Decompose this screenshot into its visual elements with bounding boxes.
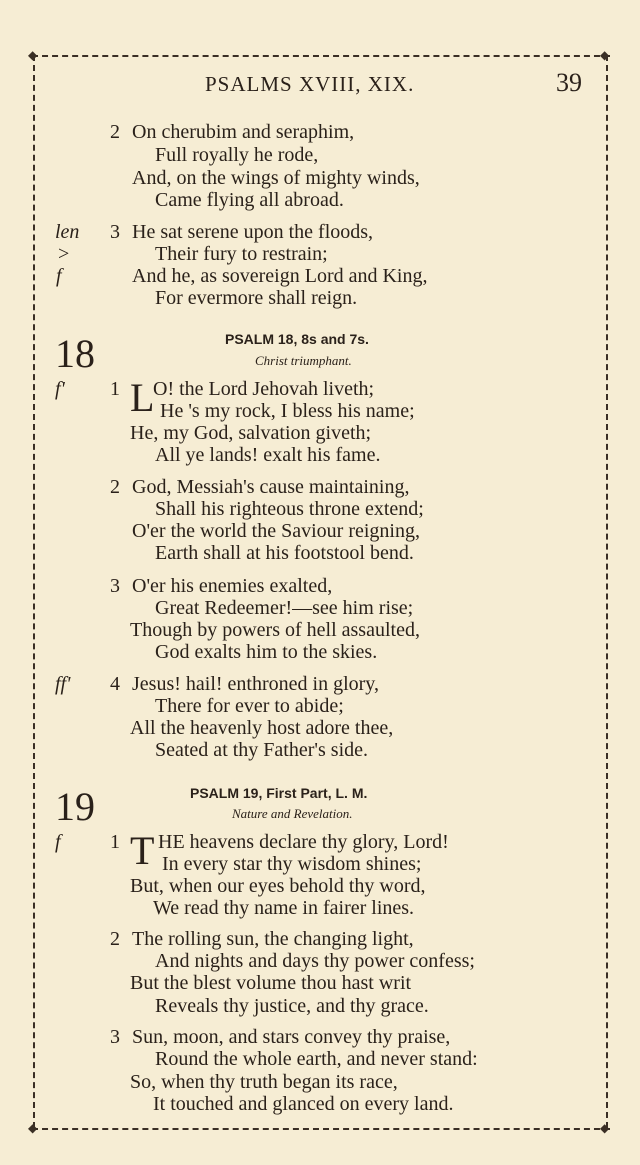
dynamics-mark: > [58, 243, 70, 265]
hymn-line: There for ever to abide; [155, 695, 344, 717]
hymn-line: And, on the wings of mighty winds, [132, 167, 420, 189]
hymn-line: The rolling sun, the changing light, [132, 928, 414, 950]
hymn-line: He, my God, salvation giveth; [130, 422, 372, 444]
stanza-number: 3 [110, 221, 120, 243]
drop-cap: L [130, 375, 155, 420]
hymn-line: All ye lands! exalt his fame. [155, 444, 381, 466]
frame-corner-ornament: ◆ [600, 1121, 610, 1135]
page-number: 39 [556, 68, 582, 97]
hymn-line: And he, as sovereign Lord and King, [132, 265, 428, 287]
hymn-line: For evermore shall reign. [155, 287, 358, 309]
dynamics-mark: f' [55, 378, 65, 400]
hymn-line: Round the whole earth, and never stand: [155, 1048, 478, 1070]
frame-top-border [32, 55, 610, 57]
hymn-line: Earth shall at his footstool bend. [155, 542, 414, 564]
hymn-line: So, when thy truth began its race, [130, 1071, 398, 1093]
frame-corner-ornament: ◆ [28, 1121, 38, 1135]
frame-corner-ornament: ◆ [28, 48, 38, 62]
hymn-line: Though by powers of hell assaulted, [130, 619, 420, 641]
hymn-line: But the blest volume thou hast writ [130, 972, 412, 994]
psalm-title: PSALM 19, First Part, L. M. [190, 785, 368, 801]
hymn-line: HE heavens declare thy glory, Lord! [158, 831, 449, 853]
psalm-title: PSALM 18, 8s and 7s. [225, 331, 369, 347]
hymn-line: God exalts him to the skies. [155, 641, 378, 663]
frame-right-border [606, 55, 608, 1128]
running-head: PSALMS XVIII, XIX. [205, 72, 415, 96]
hymn-line: Full royally he rode, [155, 144, 319, 166]
hymn-line: He 's my rock, I bless his name; [160, 400, 415, 422]
hymn-line: Came flying all abroad. [155, 189, 344, 211]
psalm-subtitle: Christ triumphant. [255, 353, 352, 368]
stanza-number: 2 [110, 121, 120, 143]
hymn-line: O'er his enemies exalted, [132, 575, 333, 597]
hymn-line: But, when our eyes behold thy word, [130, 875, 426, 897]
psalm-number: 19 [55, 784, 95, 829]
hymn-line: Seated at thy Father's side. [155, 739, 368, 761]
hymn-line: And nights and days thy power confess; [155, 950, 475, 972]
stanza-number: 2 [110, 928, 120, 950]
stanza-number: 1 [110, 831, 120, 853]
frame-bottom-border [32, 1128, 610, 1130]
stanza-number: 3 [110, 1026, 120, 1048]
hymn-line: Great Redeemer!—see him rise; [155, 597, 414, 619]
hymn-line: All the heavenly host adore thee, [130, 717, 394, 739]
hymn-line: He sat serene upon the floods, [132, 221, 374, 243]
psalm-subtitle: Nature and Revelation. [232, 806, 353, 821]
drop-cap: T [130, 828, 155, 873]
hymn-line: Reveals thy justice, and thy grace. [155, 995, 429, 1017]
dynamics-mark: len [55, 221, 80, 243]
psalm-number: 18 [55, 331, 95, 376]
stanza-number: 1 [110, 378, 120, 400]
hymn-line: We read thy name in fairer lines. [153, 897, 415, 919]
hymn-line: Jesus! hail! enthroned in glory, [132, 673, 379, 695]
stanza-number: 2 [110, 476, 120, 498]
hymn-line: Sun, moon, and stars convey thy praise, [132, 1026, 451, 1048]
hymn-line: It touched and glanced on every land. [153, 1093, 454, 1115]
hymn-line: O! the Lord Jehovah liveth; [153, 378, 375, 400]
dynamics-mark: f [55, 831, 61, 853]
hymn-line: Their fury to restrain; [155, 243, 328, 265]
hymn-line: In every star thy wisdom shines; [162, 853, 422, 875]
dynamics-mark: ff' [55, 673, 71, 695]
frame-left-border [33, 55, 35, 1128]
hymn-line: God, Messiah's cause maintaining, [132, 476, 410, 498]
frame-corner-ornament: ◆ [600, 48, 610, 62]
stanza-number: 4 [110, 673, 120, 695]
hymn-line: On cherubim and seraphim, [132, 121, 355, 143]
hymn-line: O'er the world the Saviour reigning, [132, 520, 420, 542]
stanza-number: 3 [110, 575, 120, 597]
hymn-line: Shall his righteous throne extend; [155, 498, 424, 520]
dynamics-mark: f [56, 265, 62, 287]
